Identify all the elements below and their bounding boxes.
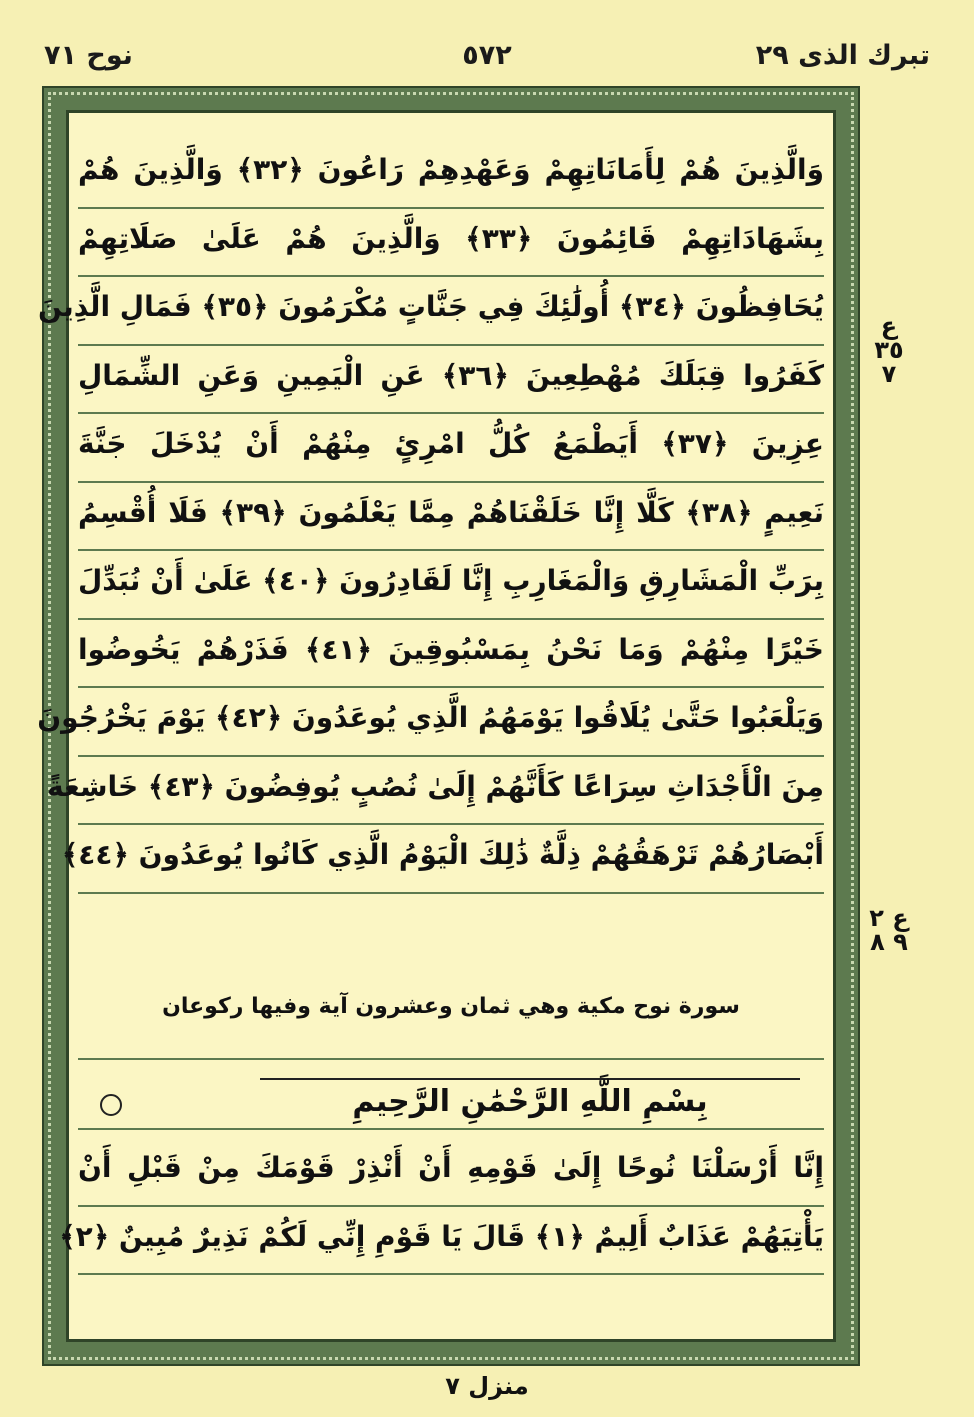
verse-line: يُحَافِظُونَ ﴿٣٤﴾ أُولَٰئِكَ فِي جَنَّاتٍ مُكْرَمُونَ ﴿٣٥﴾ فَمَالِ الَّذِينَ [78,277,824,346]
verse-line: خَيْرًا مِنْهُمْ وَمَا نَحْنُ بِمَسْبُوقِينَ ﴿٤١﴾ فَذَرْهُمْ يَخُوضُوا [78,620,824,689]
basmala-row [78,1068,824,1130]
verse-line: وَالَّذِينَ هُمْ لِأَمَانَاتِهِمْ وَعَهْدِهِمْ رَاعُونَ ﴿٣٢﴾ وَالَّذِينَ هُمْ [78,140,824,209]
circle-marker-icon [100,1094,122,1116]
surah-header [78,976,824,1060]
manzil-footer: منزل ٧ [445,1372,529,1400]
surah-header-text: سورة نوح مكية وهي ثمان وعشرون آية وفيها ركوعان [162,994,740,1019]
verse-block-1 [37,140,825,894]
surah-label: نوح ٧١ [44,40,133,71]
verse-line: أَبْصَارُهُمْ تَرْهَقُهُمْ ذِلَّةٌ ذَٰلِكَ الْيَوْمُ الَّذِي كَانُوا يُوعَدُونَ ﴿٤٤﴾ [78,825,824,894]
verse-line: وَيَلْعَبُوا حَتَّىٰ يُلَاقُوا يَوْمَهُمُ الَّذِي يُوعَدُونَ ﴿٤٢﴾ يَوْمَ يَخْرُجُونَ [78,688,824,757]
verse-line: بِرَبِّ الْمَشَارِقِ وَالْمَغَارِبِ إِنَّا لَقَادِرُونَ ﴿٤٠﴾ عَلَىٰ أَنْ نُبَدِّلَ [78,551,824,620]
verse-line: نَعِيمٍ ﴿٣٨﴾ كَلَّا إِنَّا خَلَقْنَاهُمْ مِمَّا يَعْلَمُونَ ﴿٣٩﴾ فَلَا أُقْسِمُ [78,483,824,552]
verse-line: إِنَّا أَرْسَلْنَا نُوحًا إِلَىٰ قَوْمِهِ أَنْ أَنْذِرْ قَوْمَكَ مِنْ قَبْلِ أَنْ [78,1138,824,1207]
verse-line: يَأْتِيَهُمْ عَذَابٌ أَلِيمٌ ﴿١﴾ قَالَ يَا قَوْمِ إِنِّي لَكُمْ نَذِيرٌ مُبِينٌ ﴿٢﴾ [78,1207,824,1276]
basmala-text: بِسْمِ اللَّهِ الرَّحْمَٰنِ الرَّحِيمِ [260,1078,800,1119]
verse-line: كَفَرُوا قِبَلَكَ مُهْطِعِينَ ﴿٣٦﴾ عَنِ الْيَمِينِ وَعَنِ الشِّمَالِ [78,346,824,415]
ruku-marker-bottom: ع ٢ ٩ ٨ [869,904,909,956]
verse-line: مِنَ الْأَجْدَاثِ سِرَاعًا كَأَنَّهُمْ إِلَىٰ نُصُبٍ يُوفِضُونَ ﴿٤٣﴾ خَاشِعَةً [78,757,824,826]
juz-label: تبرك الذى ٢٩ [755,40,930,71]
page-header [30,34,944,84]
verse-line: بِشَهَادَاتِهِمْ قَائِمُونَ ﴿٣٣﴾ وَالَّذِينَ هُمْ عَلَىٰ صَلَاتِهِمْ [78,209,824,278]
ruku-marker-top: ع ٣٥ ٧ [874,312,904,388]
verse-line: عِزِينَ ﴿٣٧﴾ أَيَطْمَعُ كُلُّ امْرِئٍ مِنْهُمْ أَنْ يُدْخَلَ جَنَّةَ [78,414,824,483]
verse-block-2 [59,1138,824,1275]
page-number: ٥٧٢ [462,40,512,71]
